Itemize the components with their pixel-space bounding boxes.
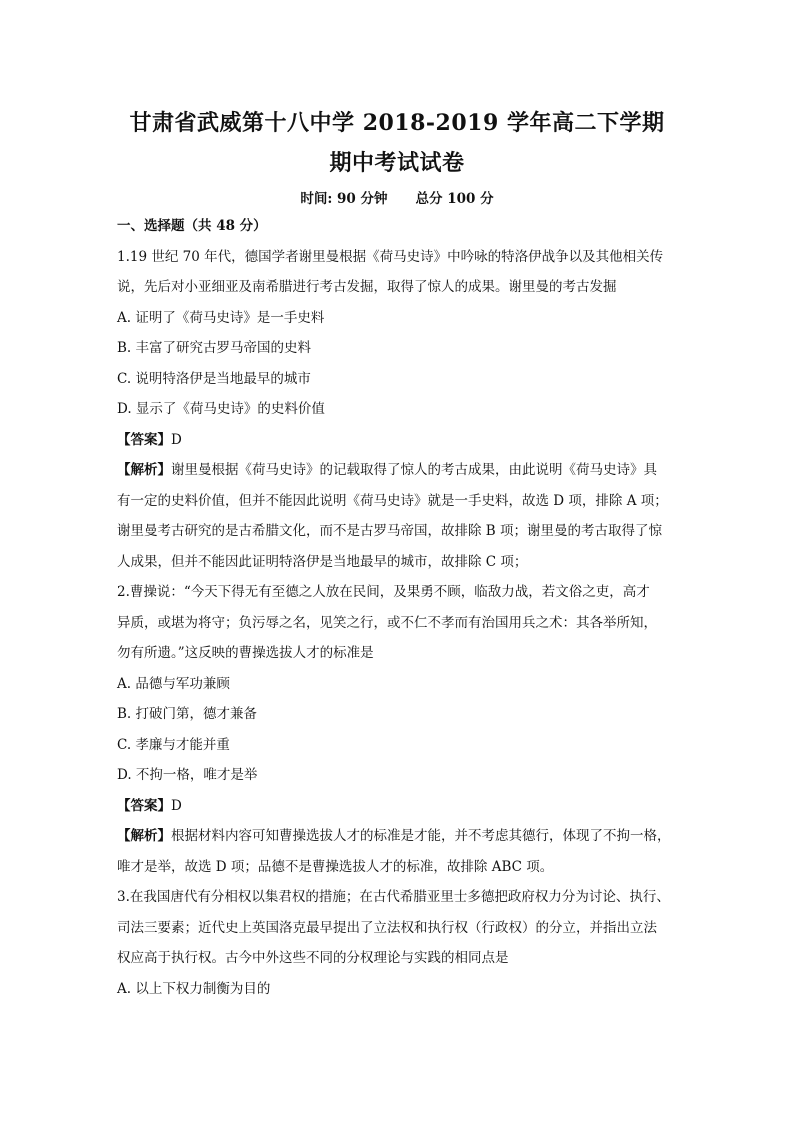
question-2-option-d: D. 不拘一格，唯才是举 bbox=[117, 767, 258, 783]
question-3-stem-line3: 权应高于执行权。古今中外这些不同的分权理论与实践的相同点是 bbox=[117, 950, 509, 966]
question-1-option-b: B. 丰富了研究古罗马帝国的史料 bbox=[117, 340, 312, 356]
answer-value: D bbox=[171, 797, 182, 814]
question-1-analysis-line3: 谢里曼考古研究的是古希腊文化，而不是古罗马帝国，故排除 B 项；谢里曼的考古取得了惊 bbox=[117, 523, 663, 539]
question-2-option-b: B. 打破门第，德才兼备 bbox=[117, 706, 258, 722]
exam-time: 时间: 90 分钟 bbox=[300, 191, 388, 207]
question-2-option-a: A. 品德与军功兼顾 bbox=[117, 675, 230, 692]
answer-value: D bbox=[171, 431, 182, 448]
question-1-option-c: C. 说明特洛伊是当地最早的城市 bbox=[117, 370, 311, 387]
question-1-option-d: D. 显示了《荷马史诗》的史料价值 bbox=[117, 401, 325, 417]
section-heading: 一、选择题（共 48 分） bbox=[117, 218, 267, 234]
question-1-analysis-line2: 有一定的史料价值，但并不能因此说明《荷马史诗》就是一手史料，故选 D 项，排除 A 项； bbox=[117, 492, 668, 509]
question-3-stem-line2: 司法三要素；近代史上英国洛克最早提出了立法权和执行权（行政权）的分立，并指出立法 bbox=[117, 919, 657, 936]
answer-label: 【答案】 bbox=[117, 431, 171, 448]
question-2-stem-line3: 勿有所遗。”这反映的曹操选拔人才的标准是 bbox=[117, 645, 374, 661]
question-2-option-c: C. 孝廉与才能并重 bbox=[117, 736, 230, 753]
analysis-label: 【解析】 bbox=[117, 462, 171, 478]
question-1-analysis-line1 bbox=[117, 455, 677, 486]
exam-title-line2: 期中考试试卷 bbox=[329, 150, 465, 176]
question-2-stem-line1: 2.曹操说：“今天下得无有至德之人放在民间，及果勇不顾，临敌力战，若文俗之吏，高才 bbox=[117, 584, 650, 600]
question-1-stem-line2: 说，先后对小亚细亚及南希腊进行考古发掘，取得了惊人的成果。谢里曼的考古发掘 bbox=[117, 279, 617, 295]
question-3-option-a: A. 以上下权力制衡为目的 bbox=[117, 980, 271, 997]
question-1-analysis-line4: 人成果，但并不能因此证明特洛伊是当地最早的城市，故排除 C 项； bbox=[117, 553, 528, 570]
question-2-analysis-line1 bbox=[117, 821, 677, 852]
exam-total-score: 总分 100 分 bbox=[415, 191, 494, 207]
question-3-stem-line1: 3.在我国唐代有分相权以集君权的措施；在古代希腊亚里士多德把政府权力分为讨论、执行、 bbox=[117, 889, 670, 905]
question-1-stem-line1: 1.19 世纪 70 年代，德国学者谢里曼根据《荷马史诗》中吟咏的特洛伊战争以及其他相关传 bbox=[117, 248, 664, 265]
exam-title-line1: 甘肃省武威第十八中学 2018-2019 学年高二下学期 bbox=[129, 110, 665, 136]
exam-content bbox=[117, 211, 677, 1004]
question-2-stem-line2: 异质，或堪为将守；负污辱之名，见笑之行，或不仁不孝而有治国用兵之术：其各举所知， bbox=[117, 614, 657, 631]
question-2-answer bbox=[117, 791, 677, 822]
question-1-answer bbox=[117, 425, 677, 456]
analysis-label: 【解析】 bbox=[117, 828, 171, 844]
analysis-text: 谢里曼根据《荷马史诗》的记载取得了惊人的考古成果，由此说明《荷马史诗》具 bbox=[171, 462, 657, 478]
question-2-analysis-line2: 唯才是举，故选 D 项；品德不是曹操选拔人才的标准，故排除 ABC 项。 bbox=[117, 858, 554, 875]
question-1-option-a: A. 证明了《荷马史诗》是一手史料 bbox=[117, 309, 325, 326]
exam-meta bbox=[0, 187, 794, 207]
answer-label: 【答案】 bbox=[117, 797, 171, 814]
analysis-text: 根据材料内容可知曹操选拔人才的标准是才能，并不考虑其德行，体现了不拘一格， bbox=[171, 828, 671, 844]
